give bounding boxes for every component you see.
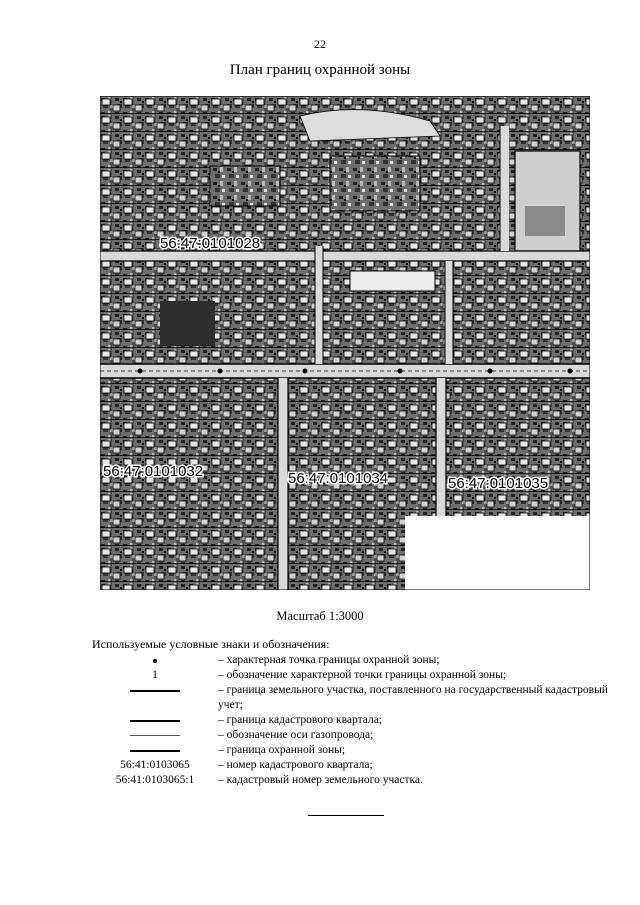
legend-item: – граница охранной зоны; — [92, 743, 612, 758]
point-number-symbol: 1 — [152, 669, 158, 681]
page-number: 22 — [314, 37, 326, 51]
legend-item: – граница земельного участка, поставленного на государственный кадастровый учет; — [92, 683, 612, 713]
legend-item: 56:41:0103065:1 – кадастровый номер земельного участка. — [92, 773, 612, 788]
pipeline-axis-symbol — [130, 735, 180, 736]
parcel-code-symbol: 56:41:0103065:1 — [115, 774, 195, 786]
legend-item: – характерная точка границы охранной зоны; — [92, 653, 612, 668]
legend — [92, 653, 612, 788]
aerial-map — [100, 96, 590, 590]
map-scale: Масштаб 1:3000 — [276, 609, 364, 623]
footer-rule — [308, 815, 384, 816]
quarter-label: 56:47:0101032 — [103, 463, 204, 480]
parcel-boundary-symbol — [130, 690, 180, 692]
legend-item: 56:41:0103065 – номер кадастрового квартала; — [92, 758, 612, 773]
legend-heading: Используемые условные знаки и обозначения: — [92, 637, 330, 651]
point-symbol — [153, 659, 157, 663]
quarter-label: 56:47:0101028 — [160, 235, 261, 252]
quarter-label: 56:47:0101035 — [448, 475, 549, 492]
quarter-label: 56:47:0101034 — [288, 470, 389, 487]
quarter-boundary-symbol — [130, 720, 180, 722]
legend-item: – обозначение оси газопровода; — [92, 728, 612, 743]
quarter-code-symbol: 56:41:0103065 — [120, 759, 190, 771]
page-title: План границ охранной зоны — [229, 62, 411, 78]
legend-item: 1 – обозначение характерной точки границы охранной зоны; — [92, 668, 612, 683]
legend-item: – граница кадастрового квартала; — [92, 713, 612, 728]
zone-boundary-symbol — [130, 750, 180, 752]
